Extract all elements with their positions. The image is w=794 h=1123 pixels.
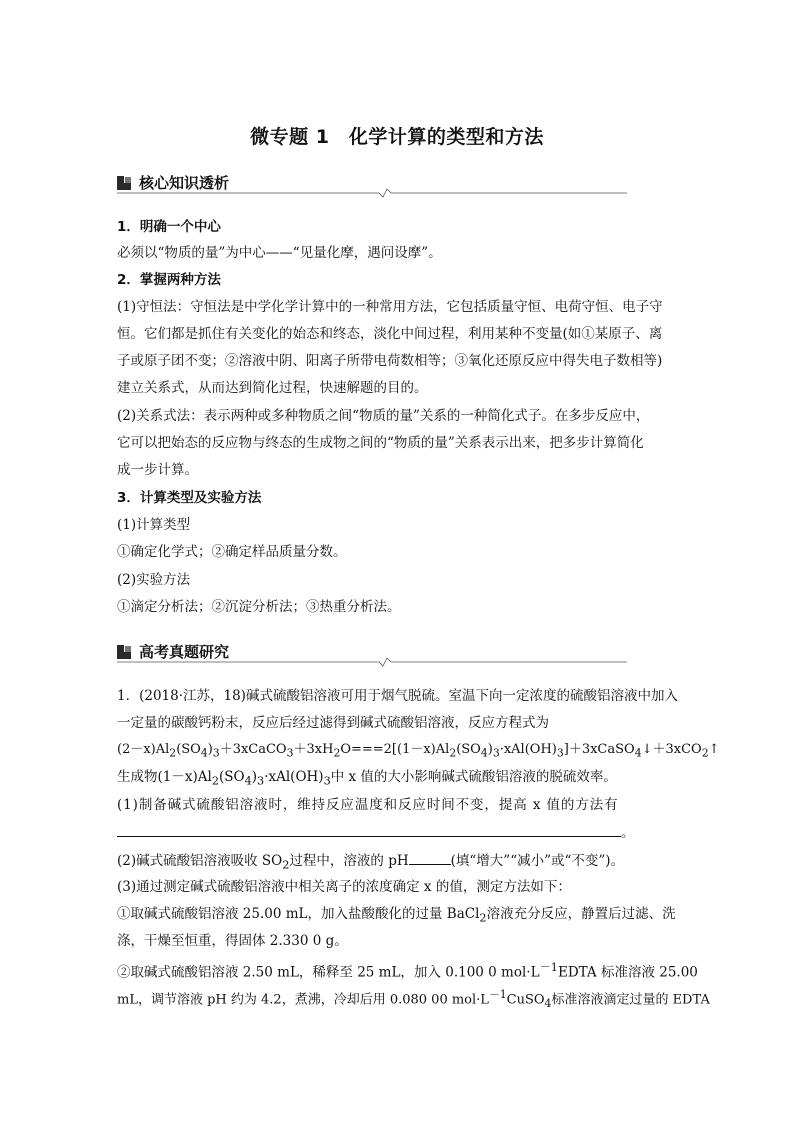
item2-p1-line: 恒。它们都是抓住有关变化的始态和终态，淡化中间过程，利用某种不变量(如①某原子、离 bbox=[117, 326, 663, 342]
item2-p1-line: 子或原子团不变；②溶液中阴、阳离子所带电荷数相等；③氧化还原反应中得失电子数相等) bbox=[117, 353, 663, 369]
page-title: 微专题 1 化学计算的类型和方法 bbox=[250, 126, 544, 148]
section-divider bbox=[117, 657, 627, 669]
step1-line1: ①取碱式硫酸铝溶液 25.00 mL，加入盐酸酸化的过量 BaCl$_2$溶液充分反应，静置后过滤、洗 bbox=[117, 906, 676, 925]
item3-sub1-body: ①确定化学式；②确定样品质量分数。 bbox=[117, 544, 347, 560]
reaction-equation: $(2-x)Al_2(SO_4)_3+3xCaCO_3+3xH_2O===2[(1-x)Al_2(SO_4)_3\cdot xAl(OH)_3]+3xCaSO_4↓+3xCO_2↑$ bbox=[117, 742, 720, 760]
step1-line2: 涤，干燥至恒重，得固体 2.330 0 g。 bbox=[117, 933, 348, 949]
section-heading-core-knowledge bbox=[117, 172, 627, 196]
item1-body: 必须以“物质的量”为中心——“见量化摩，遇问设摩”。 bbox=[117, 245, 442, 261]
item2-p2-line: 它可以把始态的反应物与终态的生成物之间的“物质的量”关系表示出来，把多步计算简化 bbox=[117, 435, 644, 451]
item2-p2-line: (2)关系式法：表示两种或多种物质之间“物质的量”关系的一种简化式子。在多步反应中， bbox=[117, 408, 650, 424]
answer-blank[interactable] bbox=[409, 850, 451, 865]
item3-sub2-body: ①滴定分析法；②沉淀分析法；③热重分析法。 bbox=[117, 599, 401, 615]
item2-p2-line: 成一步计算。 bbox=[117, 462, 198, 478]
item1-title: 1．明确一个中心 bbox=[117, 219, 221, 235]
step2-line2: mL，调节溶液 pH 约为 4.2，煮沸，冷却后用 0.080 00 $mol\cdot L^{-1}CuSO_4$标准溶液滴定过量的 EDTA bbox=[117, 988, 710, 1010]
item3-title: 3．计算类型及实验方法 bbox=[117, 490, 262, 506]
question1-line1: 1．(2018·江苏，18)碱式硫酸铝溶液可用于烟气脱硫。室温下向一定浓度的硫酸铝溶液中加入 bbox=[117, 688, 678, 704]
item2-p1-line: 建立关系式，从而达到简化过程，快速解题的目的。 bbox=[117, 380, 428, 396]
question1-sub2: (2)碱式硫酸铝溶液吸收 $SO_2$过程中，溶液的 pH (填“增大”“减小”或“不变”)。 bbox=[117, 850, 624, 876]
section-heading-label: 高考真题研究 bbox=[139, 643, 230, 661]
answer-blank[interactable] bbox=[117, 822, 621, 837]
item3-sub1: (1)计算类型 bbox=[117, 517, 191, 533]
question1-sub3: (3)通过测定碱式硫酸铝溶液中相关离子的浓度确定 x 的值，测定方法如下： bbox=[117, 879, 571, 895]
question1-sub1: (1)制备碱式硫酸铝溶液时，维持反应温度和反应时间不变，提高 x 值的方法有 bbox=[117, 797, 619, 813]
question1-line2: 一定量的碳酸钙粉末，反应后经过滤得到碱式硫酸铝溶液，反应方程式为 bbox=[117, 715, 549, 731]
section-heading-label: 核心知识透析 bbox=[139, 174, 230, 192]
step2-line1: ②取碱式硫酸铝溶液 2.50 mL，稀释至 25 mL，加入 0.100 0 $mol\cdot L^{-1}EDTA$ 标准溶液 25.00 bbox=[117, 961, 698, 981]
item2-title: 2．掌握两种方法 bbox=[117, 272, 221, 288]
item3-sub2: (2)实验方法 bbox=[117, 572, 191, 588]
question1-sub1-answer: 。 bbox=[117, 822, 635, 843]
section-divider bbox=[117, 188, 627, 200]
section-heading-exam-research bbox=[117, 641, 627, 665]
item2-p1-line: (1)守恒法：守恒法是中学化学计算中的一种常用方法，它包括质量守恒、电荷守恒、电子守 bbox=[117, 299, 663, 315]
question1-line4: 生成物$(1-x)Al_2(SO_4)_3\cdot xAl(OH)_3$中 x 值的大小影响碱式硫酸铝溶液的脱硫效率。 bbox=[117, 769, 617, 788]
